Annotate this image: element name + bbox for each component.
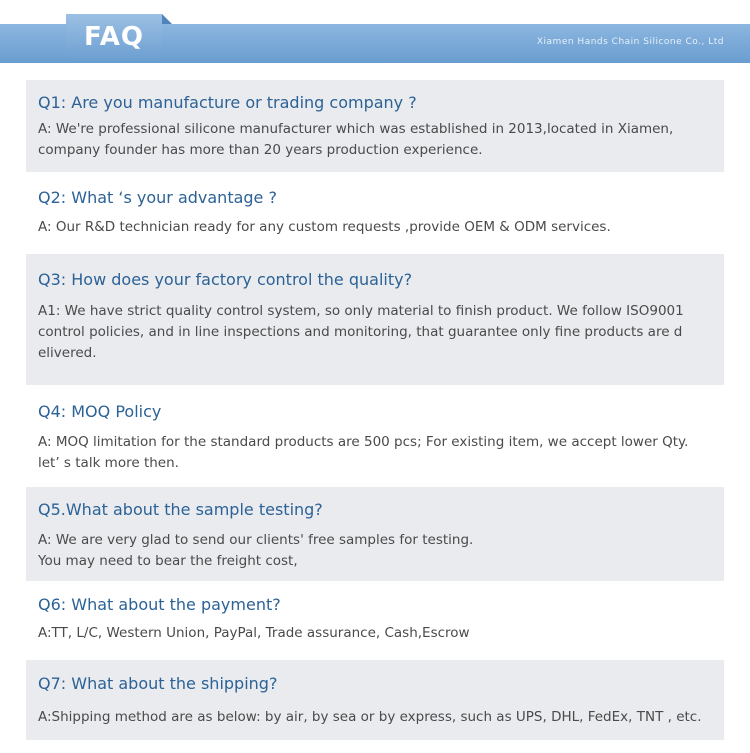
faq-question-1: Q1: Are you manufacture or trading company ? — [38, 93, 417, 112]
faq-answer-6: A:TT, L/C, Western Union, PayPal, Trade assurance, Cash,Escrow — [38, 625, 470, 641]
faq-answer-5-line-1: A: We are very glad to send our clients' free samples for testing. — [38, 532, 474, 548]
faq-question-2: Q2: What ‘s your advantage ? — [38, 188, 277, 207]
faq-question-4: Q4: MOQ Policy — [38, 402, 162, 421]
header-tab-fold — [162, 14, 172, 24]
faq-item-4 — [26, 390, 724, 484]
faq-answer-5 — [38, 530, 714, 572]
faq-item-2 — [26, 176, 724, 248]
faq-item-1 — [26, 80, 724, 172]
faq-question-7: Q7: What about the shipping? — [38, 674, 278, 693]
faq-item-5 — [26, 487, 724, 581]
faq-item-6 — [26, 585, 724, 655]
faq-answer-4: A: MOQ limitation for the standard products are 500 pcs; For existing item, we accept lower Qty. let’ s talk more then. — [38, 434, 689, 471]
faq-question-6: Q6: What about the payment? — [38, 595, 281, 614]
faq-item-7 — [26, 660, 724, 740]
faq-answer-3: A1: We have strict quality control system, so only material to finish product. We follow ISO9001 control policies, and in line inspections and monitoring, that guarantee only fine products are d elivered. — [38, 303, 684, 361]
faq-item-3 — [26, 254, 724, 385]
faq-answer-7: A:Shipping method are as below: by air, by sea or by express, such as UPS, DHL, FedEx, TNT , etc. — [38, 709, 702, 725]
page-title: FAQ — [84, 22, 145, 52]
faq-answer-5-line-2: You may need to bear the freight cost, — [38, 553, 298, 569]
faq-answer-2: A: Our R&D technician ready for any custom requests ,provide OEM & ODM services. — [38, 219, 611, 235]
faq-answer-1: A: We're professional silicone manufacturer which was established in 2013,located in Xiamen, company founder has more than 20 years production experience. — [38, 121, 674, 158]
company-name: Xiamen Hands Chain Silicone Co., Ltd — [536, 37, 724, 47]
faq-question-5: Q5.What about the sample testing? — [38, 500, 323, 519]
faq-question-3: Q3: How does your factory control the quality? — [38, 270, 413, 289]
